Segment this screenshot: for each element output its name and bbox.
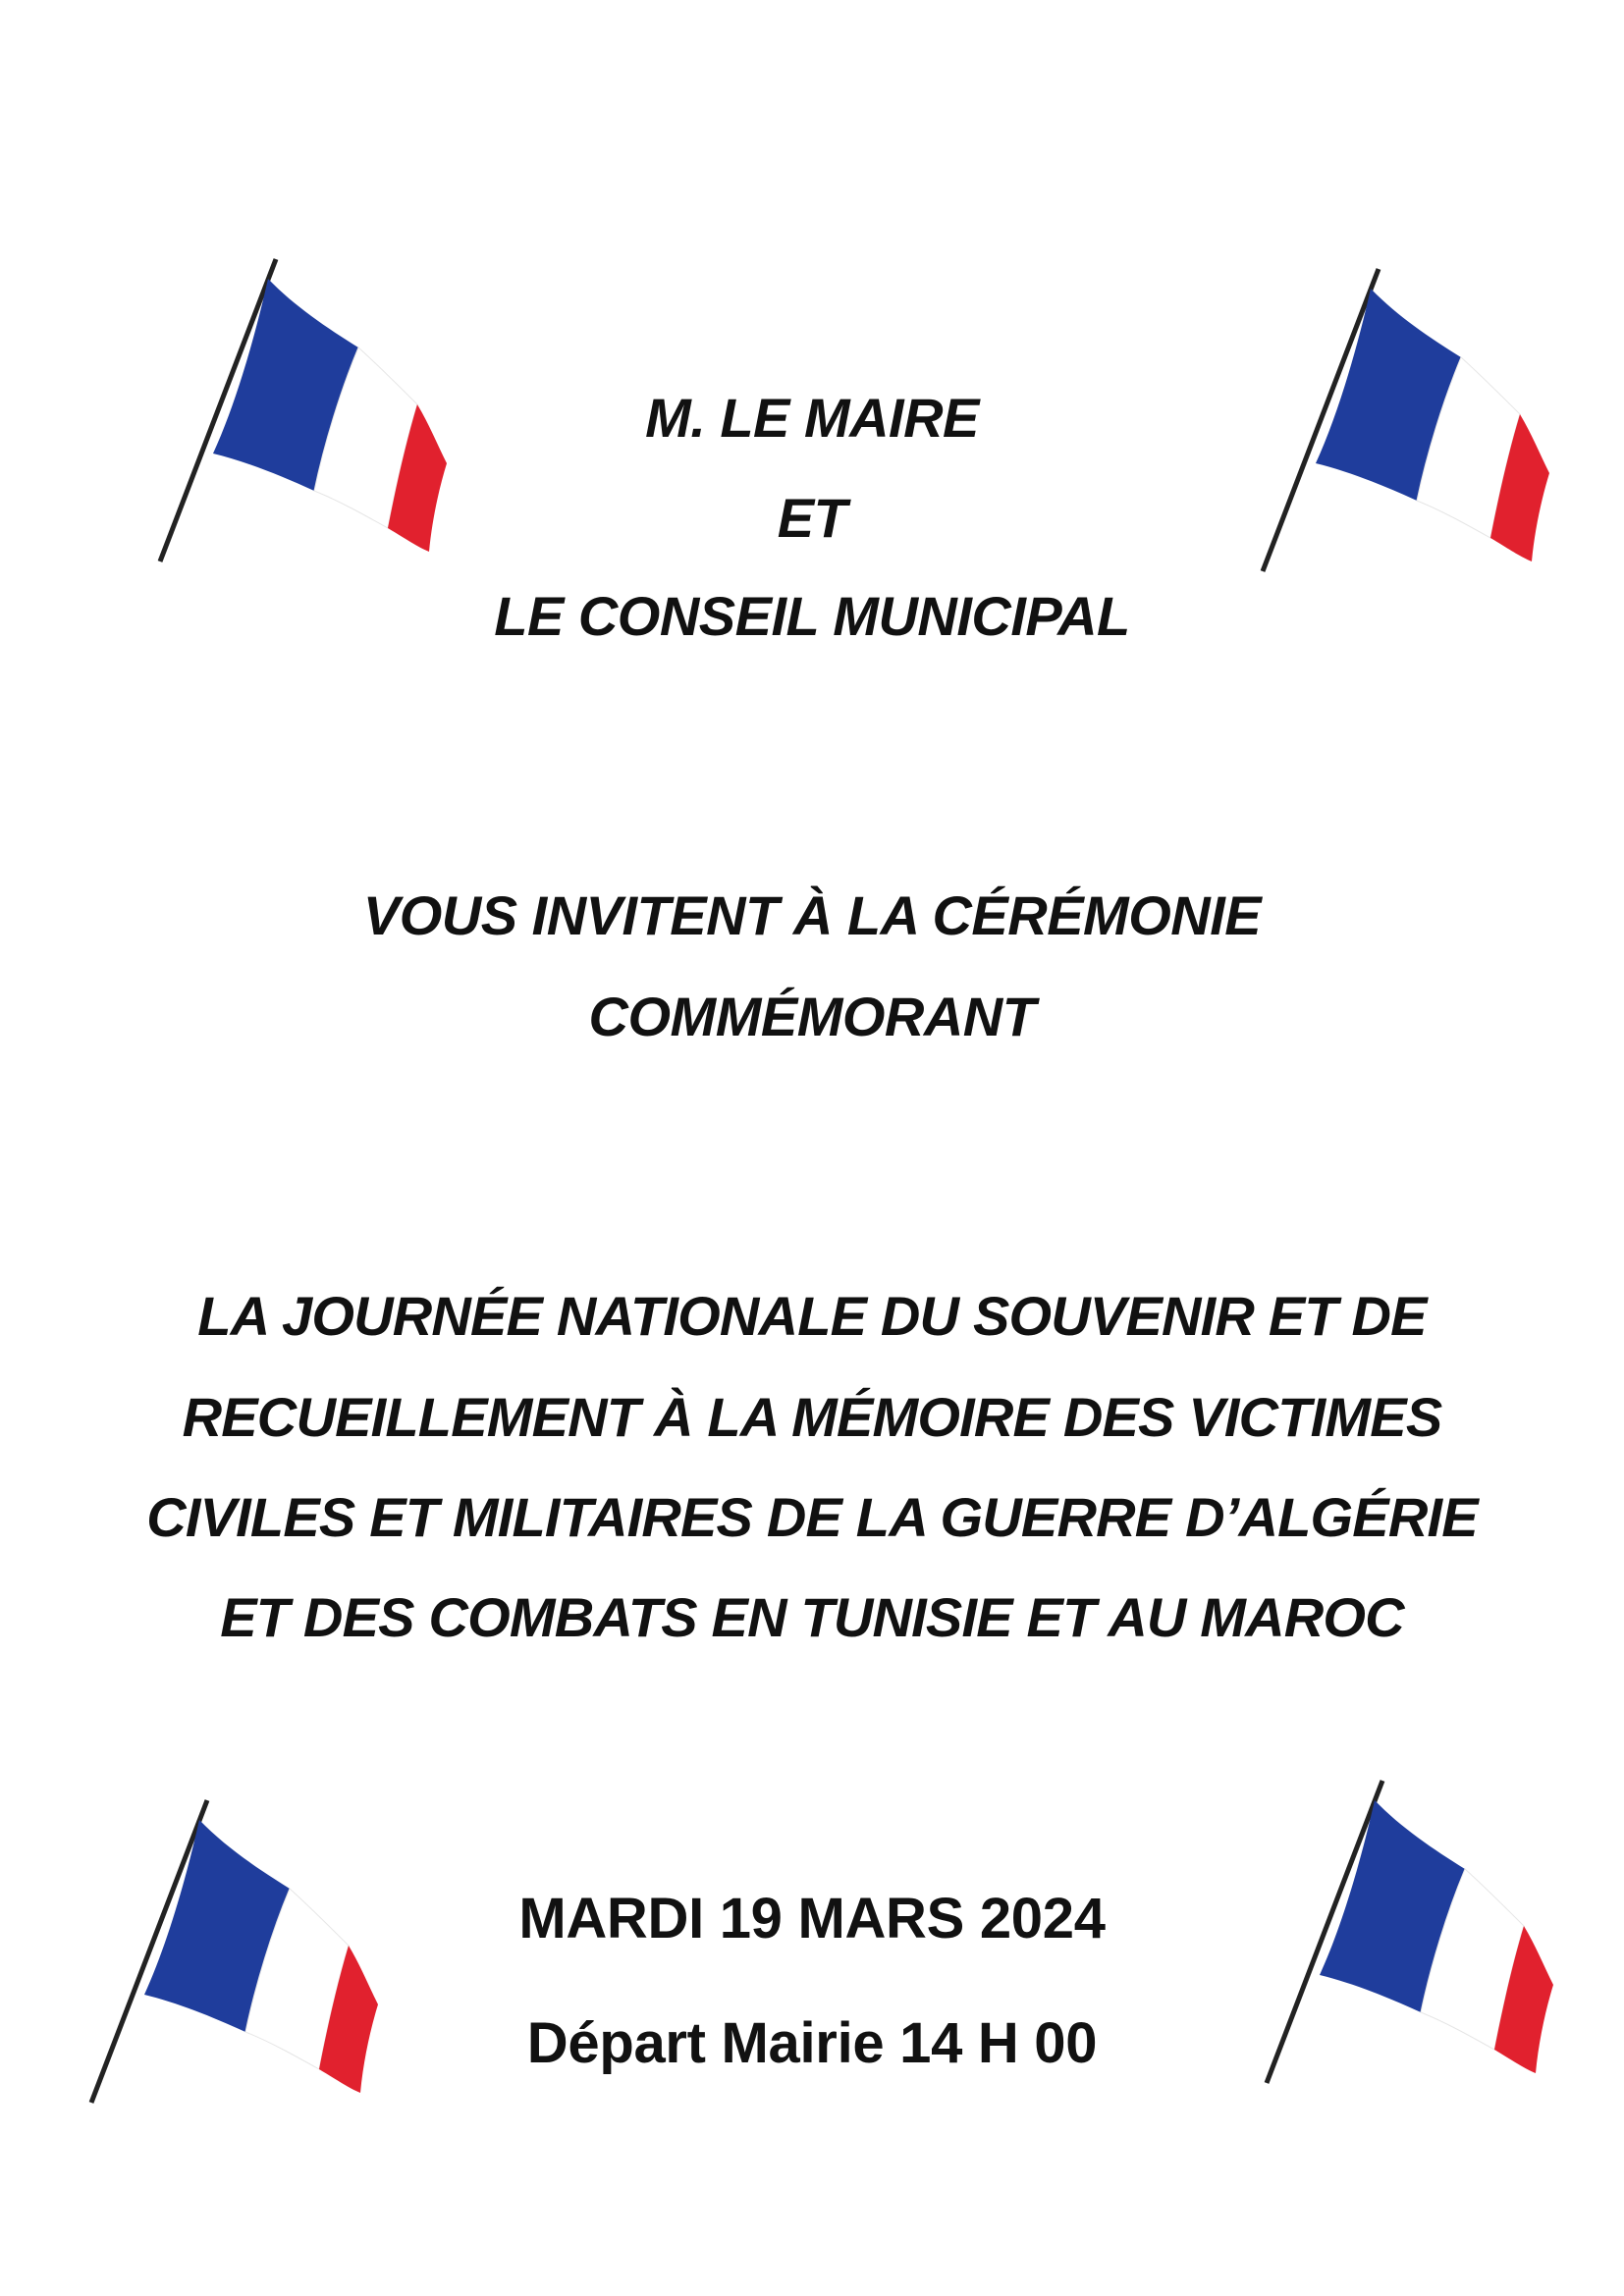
mayor-line: M. LE MAIRE <box>645 387 979 449</box>
council-line: LE CONSEIL MUNICIPAL <box>494 585 1130 647</box>
event-date: MARDI 19 MARS 2024 <box>518 1887 1106 1950</box>
departure-time: Départ Mairie 14 H 00 <box>526 2011 1098 2075</box>
and-line: ET <box>777 487 847 549</box>
invitation-line-2: COMMÉMORANT <box>588 986 1036 1047</box>
subject-line-4: ET DES COMBATS EN TUNISIE ET AU MAROC <box>220 1586 1404 1648</box>
subject-line-3: CIVILES ET MILITAIRES DE LA GUERRE D’ALGÉRIE <box>146 1486 1478 1548</box>
subject-line-2: RECUEILLEMENT À LA MÉMOIRE DES VICTIMES <box>182 1386 1442 1448</box>
invitation-line-1: VOUS INVITENT À LA CÉRÉMONIE <box>362 884 1262 946</box>
subject-line-1: LA JOURNÉE NATIONALE DU SOUVENIR ET DE <box>197 1285 1427 1347</box>
